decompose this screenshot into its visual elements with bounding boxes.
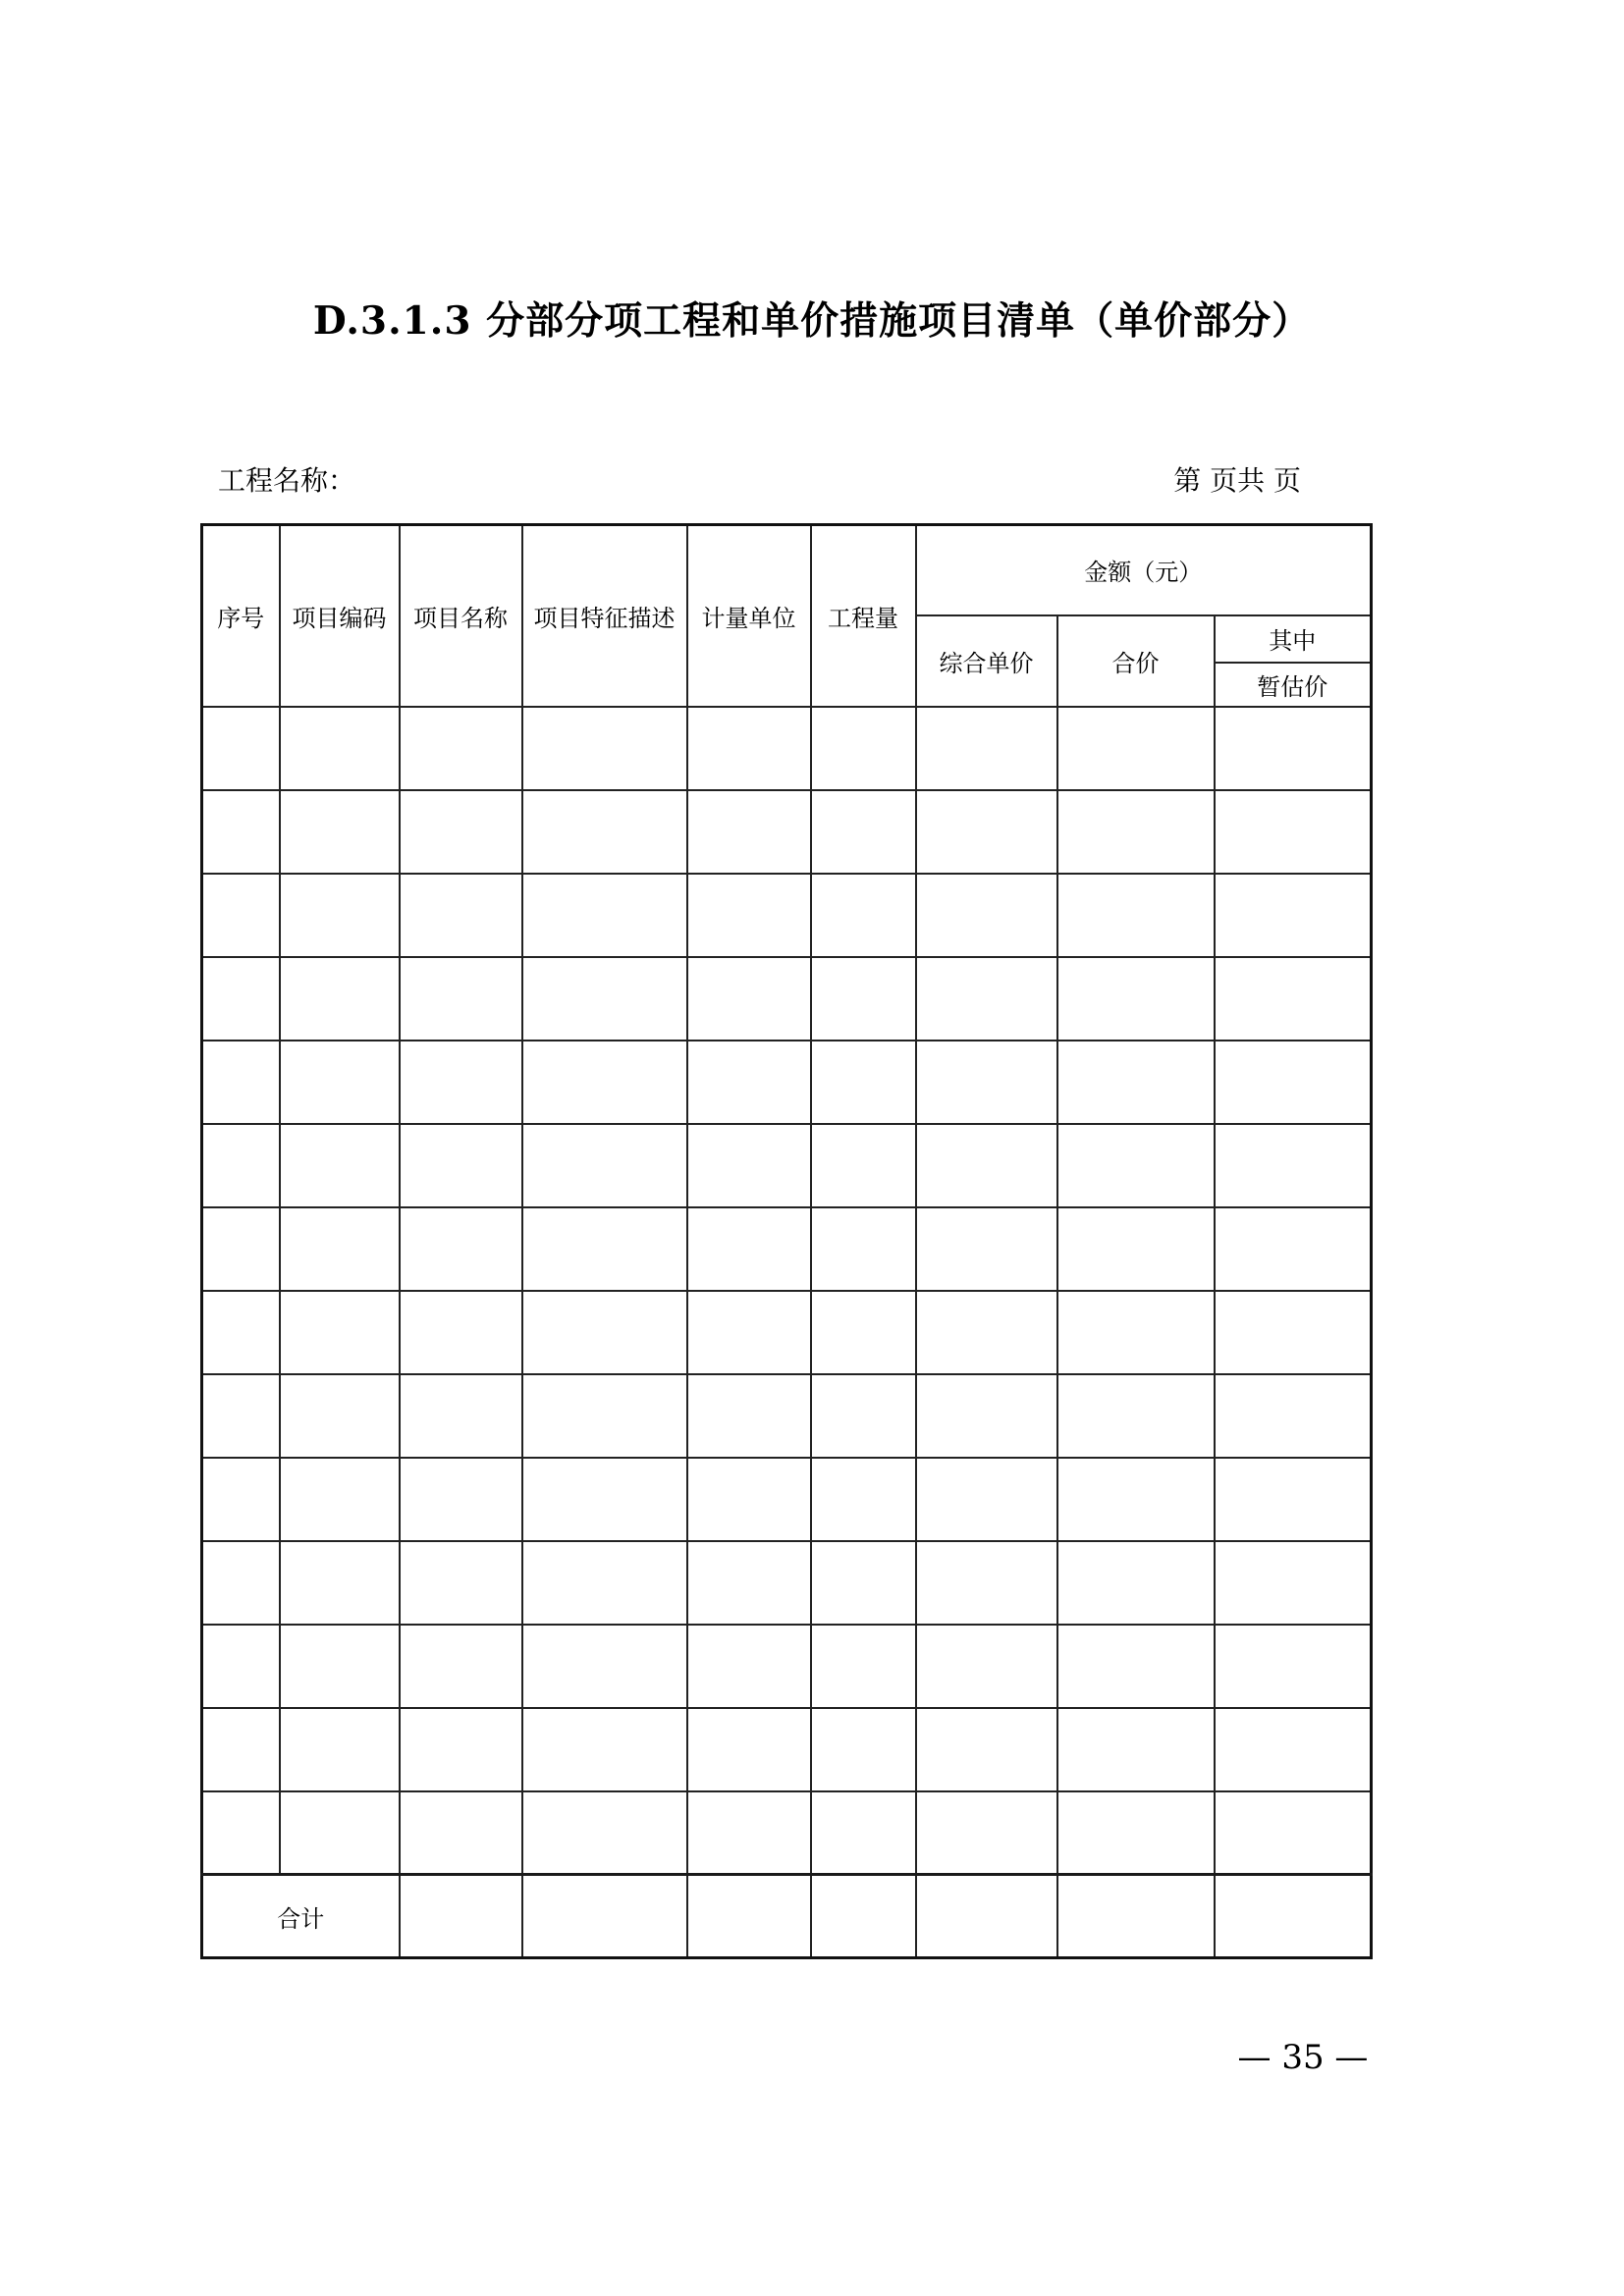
empty-cell — [202, 1374, 280, 1458]
empty-cell — [916, 707, 1057, 790]
empty-cell — [1215, 1374, 1372, 1458]
empty-cell — [400, 1374, 522, 1458]
empty-cell — [280, 1041, 400, 1124]
empty-cell — [916, 1124, 1057, 1207]
empty-cell — [687, 1458, 811, 1541]
empty-cell — [1057, 1291, 1215, 1374]
empty-cell — [202, 1541, 280, 1625]
empty-cell — [280, 874, 400, 957]
empty-cell — [202, 1791, 280, 1875]
empty-cell — [522, 1875, 687, 1958]
empty-cell — [1215, 1124, 1372, 1207]
empty-cell — [522, 1791, 687, 1875]
table-row — [202, 1374, 1372, 1458]
empty-cell — [1057, 1041, 1215, 1124]
empty-cell — [916, 1625, 1057, 1708]
empty-cell — [400, 790, 522, 874]
empty-cell — [1057, 1458, 1215, 1541]
table-row — [202, 1207, 1372, 1291]
empty-cell — [1215, 707, 1372, 790]
empty-cell — [400, 707, 522, 790]
empty-cell — [1215, 1791, 1372, 1875]
empty-cell — [202, 1708, 280, 1791]
empty-cell — [202, 1458, 280, 1541]
empty-cell — [916, 1291, 1057, 1374]
empty-cell — [522, 1541, 687, 1625]
empty-cell — [916, 1791, 1057, 1875]
empty-cell — [916, 790, 1057, 874]
table-footer — [202, 1875, 1372, 1958]
empty-cell — [916, 1541, 1057, 1625]
col-header-amount-group: 金额（元） — [916, 525, 1372, 615]
empty-cell — [202, 957, 280, 1041]
empty-cell — [202, 707, 280, 790]
empty-cell — [1215, 1458, 1372, 1541]
empty-cell — [522, 874, 687, 957]
table-row — [202, 1541, 1372, 1625]
empty-cell — [522, 1207, 687, 1291]
empty-cell — [687, 1291, 811, 1374]
empty-cell — [400, 1041, 522, 1124]
boq-table — [200, 523, 1373, 1959]
table-header — [202, 525, 1372, 707]
table-row — [202, 790, 1372, 874]
empty-cell — [687, 1374, 811, 1458]
empty-cell — [1057, 1207, 1215, 1291]
empty-cell — [1057, 1541, 1215, 1625]
empty-cell — [1215, 1708, 1372, 1791]
empty-cell — [202, 1625, 280, 1708]
empty-cell — [1057, 1791, 1215, 1875]
empty-cell — [280, 1124, 400, 1207]
empty-cell — [400, 1207, 522, 1291]
empty-cell — [280, 1458, 400, 1541]
empty-cell — [400, 874, 522, 957]
empty-cell — [916, 1458, 1057, 1541]
empty-cell — [400, 1291, 522, 1374]
empty-cell — [687, 1541, 811, 1625]
empty-cell — [687, 957, 811, 1041]
empty-cell — [916, 1708, 1057, 1791]
table-meta-row — [200, 461, 1370, 501]
empty-cell — [1215, 874, 1372, 957]
empty-cell — [687, 1875, 811, 1958]
empty-cell — [280, 1541, 400, 1625]
empty-cell — [1057, 874, 1215, 957]
col-header-unit-price: 综合单价 — [916, 615, 1057, 707]
table-row — [202, 707, 1372, 790]
empty-cell — [811, 1041, 916, 1124]
empty-cell — [400, 1708, 522, 1791]
empty-cell — [811, 1708, 916, 1791]
table-row — [202, 957, 1372, 1041]
table-row — [202, 1041, 1372, 1124]
empty-cell — [202, 790, 280, 874]
empty-cell — [687, 1207, 811, 1291]
empty-cell — [811, 1458, 916, 1541]
empty-cell — [1215, 790, 1372, 874]
col-header-item-name: 项目名称 — [400, 525, 522, 707]
total-label: 合计 — [202, 1875, 400, 1958]
empty-cell — [811, 790, 916, 874]
col-header-item-feature: 项目特征描述 — [522, 525, 687, 707]
project-name-label: 工程名称： — [218, 464, 356, 497]
col-header-item-code: 项目编码 — [280, 525, 400, 707]
empty-cell — [1057, 957, 1215, 1041]
empty-cell — [687, 1708, 811, 1791]
empty-cell — [522, 1041, 687, 1124]
empty-cell — [522, 1374, 687, 1458]
empty-cell — [1215, 1541, 1372, 1625]
empty-cell — [400, 1625, 522, 1708]
empty-cell — [202, 1291, 280, 1374]
empty-cell — [522, 1458, 687, 1541]
empty-cell — [280, 1625, 400, 1708]
empty-cell — [202, 1124, 280, 1207]
table-row — [202, 1458, 1372, 1541]
empty-cell — [522, 1291, 687, 1374]
empty-cell — [1057, 1625, 1215, 1708]
col-header-unit: 计量单位 — [687, 525, 811, 707]
empty-cell — [522, 1708, 687, 1791]
empty-cell — [280, 1791, 400, 1875]
empty-cell — [280, 707, 400, 790]
empty-cell — [400, 1541, 522, 1625]
empty-cell — [687, 790, 811, 874]
empty-cell — [1057, 1708, 1215, 1791]
empty-cell — [916, 1374, 1057, 1458]
empty-cell — [1215, 957, 1372, 1041]
empty-cell — [400, 1875, 522, 1958]
header-row-1 — [202, 525, 1372, 615]
empty-cell — [400, 1791, 522, 1875]
page-title: D.3.1.3 分部分项工程和单价措施项目清单（单价部分） — [312, 298, 1312, 344]
empty-cell — [522, 957, 687, 1041]
empty-cell — [280, 1291, 400, 1374]
empty-cell — [916, 1875, 1057, 1958]
col-header-among-which: 其中 — [1215, 615, 1372, 663]
table-row — [202, 874, 1372, 957]
empty-cell — [202, 1041, 280, 1124]
table-row — [202, 1625, 1372, 1708]
empty-cell — [687, 1041, 811, 1124]
empty-cell — [1057, 1875, 1215, 1958]
empty-cell — [1215, 1207, 1372, 1291]
empty-cell — [687, 1124, 811, 1207]
empty-cell — [202, 1207, 280, 1291]
empty-cell — [811, 707, 916, 790]
empty-cell — [400, 1458, 522, 1541]
empty-cell — [522, 790, 687, 874]
col-header-quantity: 工程量 — [811, 525, 916, 707]
empty-cell — [400, 957, 522, 1041]
empty-cell — [811, 1374, 916, 1458]
empty-cell — [522, 1124, 687, 1207]
empty-cell — [1057, 1124, 1215, 1207]
empty-cell — [916, 957, 1057, 1041]
empty-cell — [1057, 1374, 1215, 1458]
empty-cell — [1057, 707, 1215, 790]
table-body — [202, 707, 1372, 1875]
empty-cell — [280, 1374, 400, 1458]
empty-cell — [522, 1625, 687, 1708]
empty-cell — [1215, 1875, 1372, 1958]
empty-cell — [811, 1291, 916, 1374]
empty-cell — [280, 957, 400, 1041]
table-row — [202, 1791, 1372, 1875]
col-header-seq: 序号 — [202, 525, 280, 707]
table-row — [202, 1708, 1372, 1791]
page-indicator: 第 页共 页 — [1173, 464, 1301, 497]
empty-cell — [687, 874, 811, 957]
empty-cell — [522, 707, 687, 790]
table-row — [202, 1124, 1372, 1207]
empty-cell — [280, 1207, 400, 1291]
empty-cell — [1215, 1625, 1372, 1708]
empty-cell — [1215, 1291, 1372, 1374]
table-row — [202, 1291, 1372, 1374]
col-header-provisional-price: 暂估价 — [1215, 663, 1372, 707]
empty-cell — [687, 1625, 811, 1708]
empty-cell — [916, 1207, 1057, 1291]
empty-cell — [811, 1875, 916, 1958]
empty-cell — [811, 1124, 916, 1207]
empty-cell — [687, 1791, 811, 1875]
empty-cell — [916, 874, 1057, 957]
col-header-total-price: 合价 — [1057, 615, 1215, 707]
empty-cell — [280, 1708, 400, 1791]
empty-cell — [811, 957, 916, 1041]
empty-cell — [811, 1207, 916, 1291]
empty-cell — [1057, 790, 1215, 874]
empty-cell — [280, 790, 400, 874]
empty-cell — [202, 874, 280, 957]
empty-cell — [811, 874, 916, 957]
empty-cell — [400, 1124, 522, 1207]
empty-cell — [811, 1625, 916, 1708]
empty-cell — [811, 1541, 916, 1625]
empty-cell — [1215, 1041, 1372, 1124]
empty-cell — [811, 1791, 916, 1875]
empty-cell — [687, 707, 811, 790]
empty-cell — [916, 1041, 1057, 1124]
total-row — [202, 1875, 1372, 1958]
page-number: — 35 — — [1237, 2038, 1369, 2077]
